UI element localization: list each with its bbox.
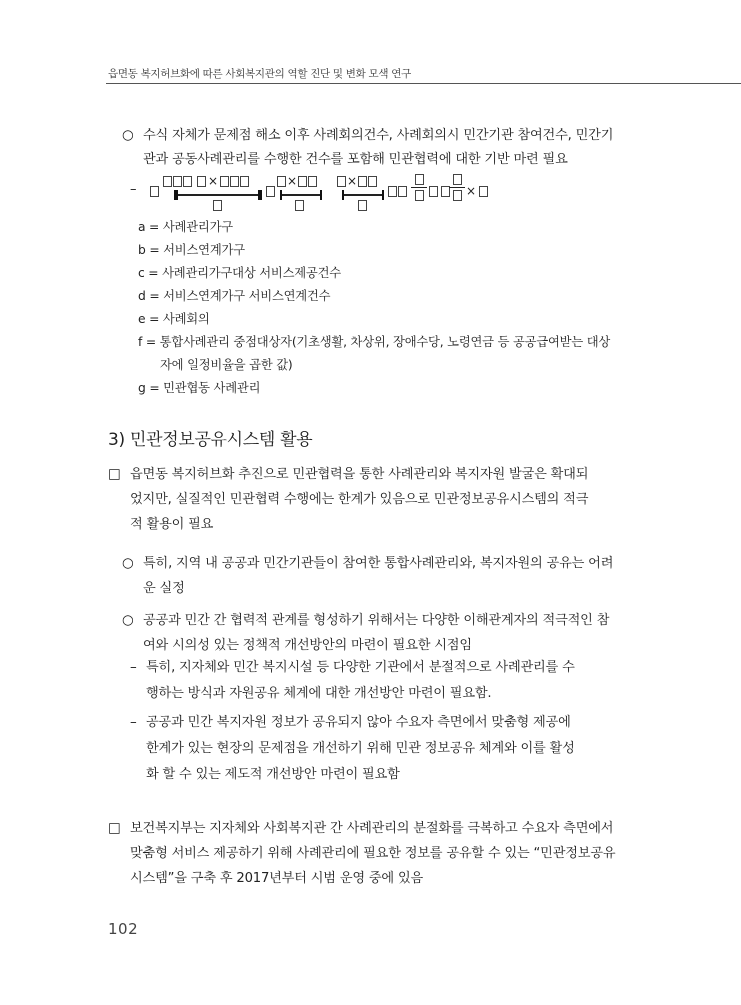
formula-glyph (308, 176, 317, 187)
definition-d: d = 서비스연계가구 서비스연계건수 (138, 289, 331, 303)
formula-glyph (266, 186, 275, 197)
times-symbol: × (208, 174, 219, 188)
formula-glyph (415, 174, 424, 185)
para1-line-2: 었지만, 실질적인 민관협력 수행에는 한계가 있음으로 민관정보공유시스템의 적극 (130, 492, 589, 507)
formula (130, 174, 490, 214)
dash-bullet: – (130, 714, 137, 730)
formula-glyph (298, 176, 307, 187)
formula-glyph (183, 176, 192, 187)
para1-dash1-line-2: 행하는 방식과 자원공유 체계에 대한 개선방안 마련이 필요함. (146, 686, 492, 701)
para1-sub2-line-1: 공공과 민간 간 협력적 관계를 형성하기 위해서는 다양한 이해관계자의 적극적인 참 (143, 613, 610, 628)
circle-bullet: ○ (122, 555, 134, 571)
circle-bullet: ○ (122, 127, 134, 143)
formula-glyph (150, 186, 159, 197)
definition-f-cont: 자에 일정비율을 곱한 값) (160, 358, 293, 372)
page-number: 102 (108, 920, 139, 938)
para1-line-1: 읍면동 복지허브화 추진으로 민관협력을 통한 사례관리와 복지자원 발굴은 확대되 (130, 467, 589, 482)
header-rule (106, 83, 741, 84)
para1-dash2-line-2: 한계가 있는 현장의 문제점을 개선하기 위해 민관 정보공유 체계와 이를 활성 (146, 741, 575, 756)
formula-glyph (163, 176, 172, 187)
para1-dash2-line-1: 공공과 민간 복지자원 정보가 공유되지 않아 수요자 측면에서 맞춤형 제공에 (146, 715, 571, 730)
definition-c: c = 사례관리가구대상 서비스제공건수 (138, 266, 341, 280)
formula-glyph (173, 176, 182, 187)
formula-glyph (277, 176, 286, 187)
square-bullet: □ (108, 820, 121, 836)
para1-sub1-line-1: 특히, 지역 내 공공과 민간기관들이 참여한 통합사례관리와, 복지자원의 공유는 어려 (143, 556, 614, 571)
para2-line-2: 맞춤형 서비스 제공하기 위해 사례관리에 필요한 정보를 공유할 수 있는 “민관정보공유 (130, 846, 616, 861)
formula-glyph (230, 176, 239, 187)
fraction-bar (344, 194, 384, 196)
intro-line-1: 수식 자체가 문제점 해소 이후 사례회의건수, 사례회의시 민간기관 참여건수, 민간기 (143, 128, 614, 143)
para1-sub1-line-2: 운 실정 (143, 581, 185, 596)
formula-glyph (240, 176, 249, 187)
formula-glyph (415, 190, 424, 201)
formula-bracket (382, 190, 384, 200)
formula-glyph (337, 176, 346, 187)
times-symbol: × (287, 174, 298, 188)
para1-line-3: 적 활용이 필요 (130, 517, 214, 532)
circle-bullet: ○ (122, 612, 134, 628)
formula-dash: – (130, 182, 137, 197)
para2-line-3: 시스템”을 구축 후 2017년부터 시범 운영 중에 있음 (130, 871, 424, 886)
formula-glyph (388, 186, 397, 197)
formula-glyph (453, 174, 462, 185)
formula-glyph (368, 176, 377, 187)
square-bullet: □ (108, 466, 121, 482)
formula-glyph (295, 200, 304, 211)
definition-a: a = 사례관리가구 (138, 220, 233, 234)
definition-e: e = 사례회의 (138, 312, 210, 326)
formula-bracket (258, 190, 262, 200)
running-header: 읍면동 복지허브화에 따른 사회복지관의 역할 진단 및 변화 모색 연구 (108, 68, 411, 80)
section-title: 3) 민관정보공유시스템 활용 (108, 430, 313, 450)
formula-glyph (220, 176, 229, 187)
para1-sub2-line-2: 여와 시의성 있는 정책적 개선방안의 마련이 필요한 시점임 (143, 638, 472, 653)
formula-glyph (358, 200, 367, 211)
dash-bullet: – (130, 659, 137, 675)
formula-glyph (479, 186, 488, 197)
fraction-bar (411, 187, 427, 188)
definition-f: f = 통합사례관리 중점대상자(기초생활, 차상위, 장애수당, 노령연금 등 공공급여받는 대상 (138, 335, 611, 349)
times-symbol: × (466, 184, 477, 198)
formula-bracket (320, 190, 322, 200)
intro-line-2: 관과 공동사례관리를 수행한 건수를 포함해 민관협력에 대한 기반 마련 필요 (143, 152, 568, 167)
formula-glyph (358, 176, 367, 187)
para2-line-1: 보건복지부는 지자체와 사회복지관 간 사례관리의 분절화를 극복하고 수요자 측면에서 (130, 821, 614, 836)
formula-glyph (453, 190, 462, 201)
formula-glyph (213, 200, 222, 211)
definition-g: g = 민관협동 사례관리 (138, 381, 261, 395)
formula-glyph (429, 186, 438, 197)
fraction-bar (178, 194, 260, 196)
times-symbol: × (347, 174, 358, 188)
formula-glyph (398, 186, 407, 197)
para1-dash2-line-3: 화 할 수 있는 제도적 개선방안 마련이 필요함 (146, 767, 400, 782)
fraction-bar (282, 194, 322, 196)
formula-glyph (197, 176, 206, 187)
fraction-bar (449, 187, 465, 188)
para1-dash1-line-1: 특히, 지자체와 민간 복지시설 등 다양한 기관에서 분절적으로 사례관리를 수 (146, 660, 575, 675)
definition-b: b = 서비스연계가구 (138, 243, 245, 257)
